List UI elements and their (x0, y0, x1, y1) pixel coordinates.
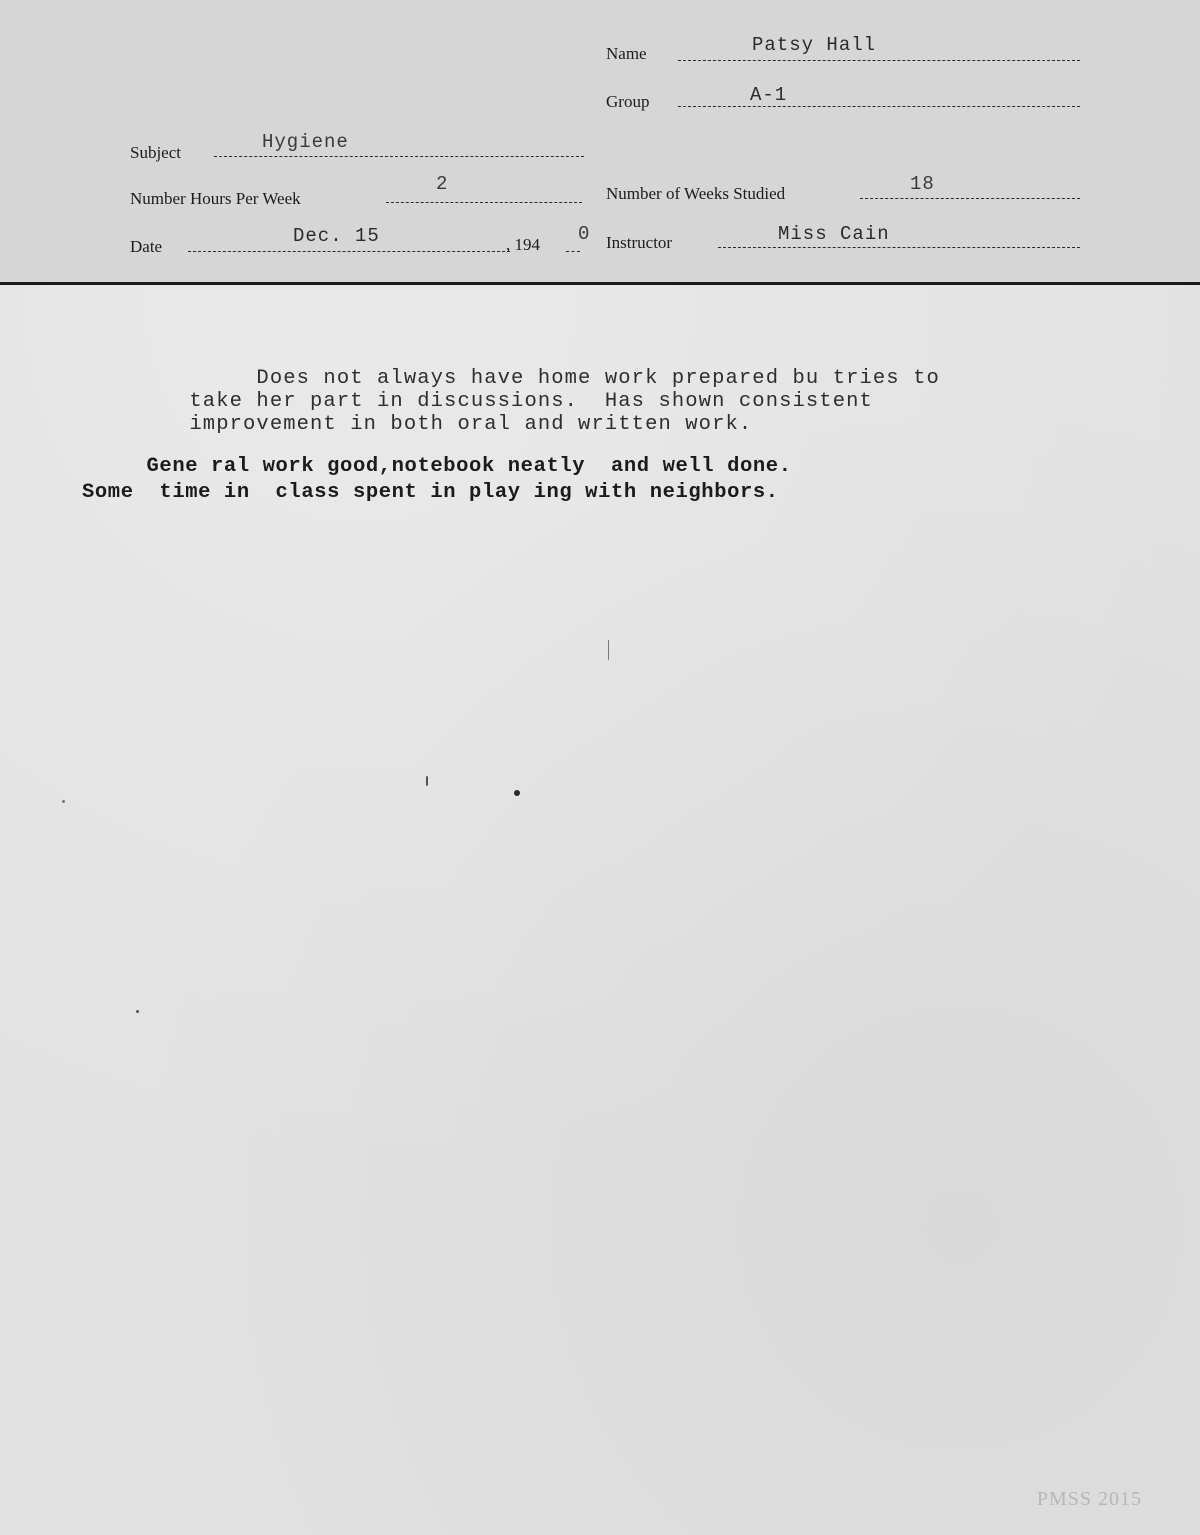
paper-speck (426, 776, 428, 786)
paper-speck (514, 790, 520, 796)
subject-label: Subject (130, 143, 181, 162)
paper-speck (62, 800, 65, 803)
instructor-value: Miss Cain (778, 223, 890, 245)
name-value: Patsy Hall (752, 34, 877, 56)
paper-speck (608, 640, 609, 660)
group-label: Group (606, 92, 650, 111)
year-line (566, 251, 580, 252)
header-section (0, 0, 1200, 284)
date-value: Dec. 15 (293, 225, 380, 247)
date-line (188, 251, 510, 252)
subject-value: Hygiene (262, 131, 349, 153)
weeks-label: Number of Weeks Studied (606, 184, 786, 203)
comment-paragraph-1: Does not always have home work prepared bu tries to take her part in discussions. Has shown consistent improvement in both oral and written work. (189, 367, 940, 436)
comment-paragraph-2: Gene ral work good,notebook neatly and well done. Some time in class spent in play ing with neighbors. (82, 455, 792, 504)
year-prefix: , 194 (506, 235, 540, 254)
weeks-value: 18 (910, 173, 935, 195)
paper-speck (136, 1010, 139, 1013)
header-divider (0, 282, 1200, 285)
instructor-line (718, 247, 1080, 248)
hours-value: 2 (436, 173, 449, 195)
group-value: A-1 (750, 84, 788, 106)
hours-line (386, 202, 582, 203)
instructor-label: Instructor (606, 233, 673, 252)
watermark: PMSS 2015 (1036, 1488, 1142, 1510)
date-label: Date (130, 237, 163, 256)
weeks-line (860, 198, 1080, 199)
hours-label: Number Hours Per Week (130, 189, 301, 208)
name-label: Name (606, 44, 647, 63)
subject-line (214, 156, 584, 157)
name-line (678, 60, 1080, 61)
group-line (678, 106, 1080, 107)
year-digit: 0 (578, 223, 591, 245)
